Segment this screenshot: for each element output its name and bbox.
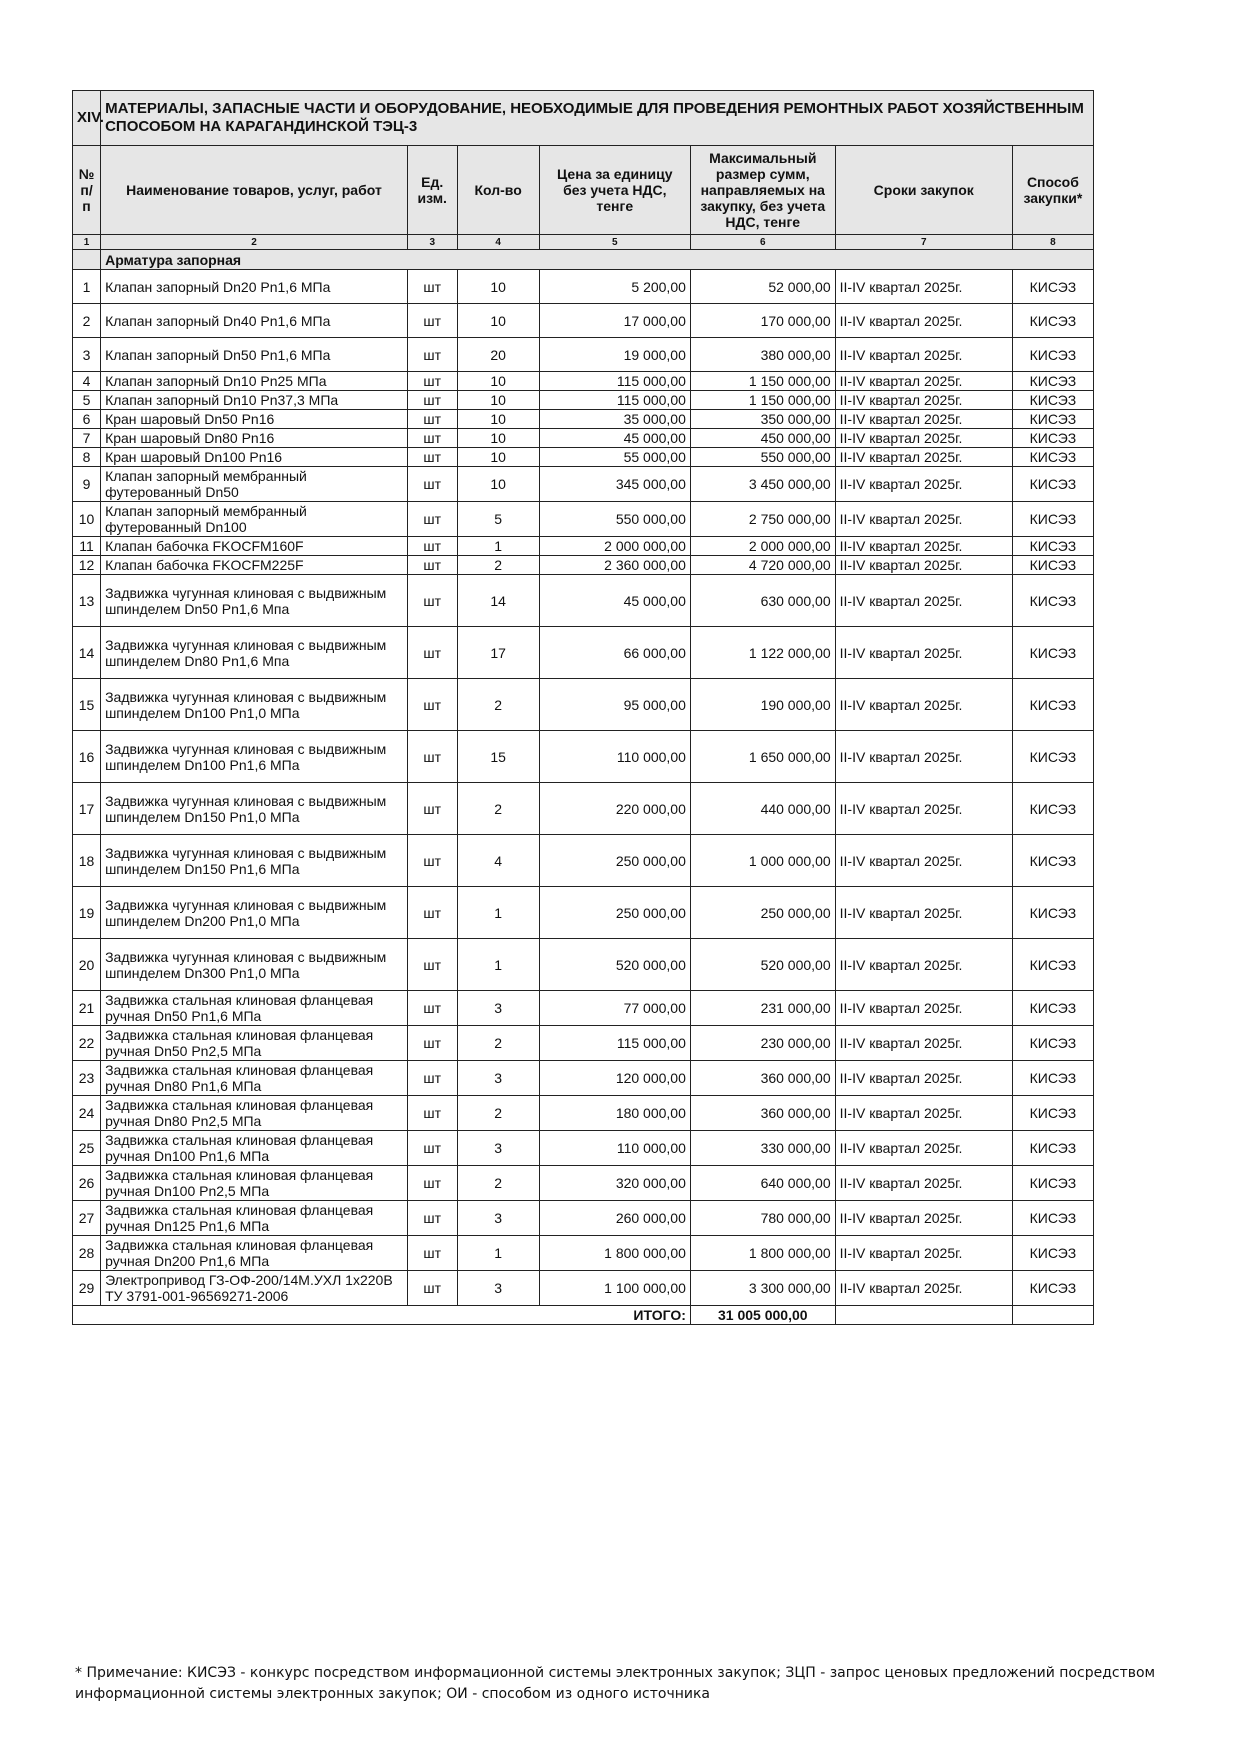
table-row — [73, 338, 1094, 372]
purchase-term: II-IV квартал 2025г. — [835, 556, 1012, 575]
purchase-method: КИСЭЗ — [1012, 391, 1093, 410]
max-amount: 520 000,00 — [690, 939, 835, 991]
item-name: Задвижка чугунная клиновая с выдвижным шпинделем Dn300 Рn1,0 МПа — [101, 939, 408, 991]
max-amount: 170 000,00 — [690, 304, 835, 338]
table-row — [73, 1131, 1094, 1166]
unit-price: 110 000,00 — [539, 731, 690, 783]
table-row — [73, 835, 1094, 887]
item-name: Задвижка стальная клиновая фланцевая ручная Dn200 Рn1,6 МПа — [101, 1236, 408, 1271]
purchase-term: II-IV квартал 2025г. — [835, 448, 1012, 467]
row-number: 8 — [73, 448, 101, 467]
quantity: 1 — [457, 887, 539, 939]
quantity: 3 — [457, 1061, 539, 1096]
table-row — [73, 391, 1094, 410]
row-number: 5 — [73, 391, 101, 410]
row-number: 16 — [73, 731, 101, 783]
purchase-method: КИСЭЗ — [1012, 991, 1093, 1026]
column-number: 4 — [457, 235, 539, 250]
table-row — [73, 502, 1094, 537]
purchase-term: II-IV квартал 2025г. — [835, 1236, 1012, 1271]
unit-price: 45 000,00 — [539, 575, 690, 627]
row-number: 27 — [73, 1201, 101, 1236]
purchase-method: КИСЭЗ — [1012, 731, 1093, 783]
unit-price: 115 000,00 — [539, 391, 690, 410]
unit: шт — [407, 556, 457, 575]
column-number: 2 — [101, 235, 408, 250]
unit-price: 95 000,00 — [539, 679, 690, 731]
purchase-method: КИСЭЗ — [1012, 1026, 1093, 1061]
table-row — [73, 731, 1094, 783]
unit: шт — [407, 1236, 457, 1271]
row-number: 15 — [73, 679, 101, 731]
max-amount: 640 000,00 — [690, 1166, 835, 1201]
quantity: 4 — [457, 835, 539, 887]
max-amount: 440 000,00 — [690, 783, 835, 835]
max-amount: 231 000,00 — [690, 991, 835, 1026]
unit-price: 55 000,00 — [539, 448, 690, 467]
max-amount: 380 000,00 — [690, 338, 835, 372]
quantity: 20 — [457, 338, 539, 372]
purchase-method: КИСЭЗ — [1012, 887, 1093, 939]
table-row — [73, 887, 1094, 939]
table-row — [73, 556, 1094, 575]
max-amount: 1 122 000,00 — [690, 627, 835, 679]
purchase-term: II-IV квартал 2025г. — [835, 887, 1012, 939]
item-name: Задвижка стальная клиновая фланцевая ручная Dn100 Рn2,5 МПа — [101, 1166, 408, 1201]
purchase-term: II-IV квартал 2025г. — [835, 502, 1012, 537]
column-number: 7 — [835, 235, 1012, 250]
row-number: 3 — [73, 338, 101, 372]
purchase-term: II-IV квартал 2025г. — [835, 372, 1012, 391]
column-number-row — [73, 235, 1094, 250]
purchase-method: КИСЭЗ — [1012, 679, 1093, 731]
purchase-method: КИСЭЗ — [1012, 1236, 1093, 1271]
unit-price: 550 000,00 — [539, 502, 690, 537]
unit: шт — [407, 679, 457, 731]
header-method: Способ закупки* — [1012, 146, 1093, 235]
quantity: 3 — [457, 1131, 539, 1166]
purchase-method: КИСЭЗ — [1012, 1096, 1093, 1131]
purchase-term: II-IV квартал 2025г. — [835, 391, 1012, 410]
item-name: Задвижка чугунная клиновая с выдвижным шпинделем Dn150 Рn1,6 МПа — [101, 835, 408, 887]
unit-price: 66 000,00 — [539, 627, 690, 679]
table-row — [73, 1166, 1094, 1201]
unit: шт — [407, 391, 457, 410]
quantity: 2 — [457, 1166, 539, 1201]
quantity: 10 — [457, 448, 539, 467]
purchase-term: II-IV квартал 2025г. — [835, 835, 1012, 887]
purchase-term: II-IV квартал 2025г. — [835, 783, 1012, 835]
purchase-method: КИСЭЗ — [1012, 575, 1093, 627]
unit-price: 1 100 000,00 — [539, 1271, 690, 1306]
unit: шт — [407, 575, 457, 627]
table-row — [73, 939, 1094, 991]
purchase-method: КИСЭЗ — [1012, 338, 1093, 372]
group-spacer — [73, 250, 101, 270]
purchase-term: II-IV квартал 2025г. — [835, 270, 1012, 304]
purchase-method: КИСЭЗ — [1012, 1201, 1093, 1236]
total-value: 31 005 000,00 — [690, 1306, 835, 1325]
item-name: Задвижка стальная клиновая фланцевая ручная Dn100 Рn1,6 МПа — [101, 1131, 408, 1166]
purchase-term: II-IV квартал 2025г. — [835, 1026, 1012, 1061]
purchase-method: КИСЭЗ — [1012, 783, 1093, 835]
table-row — [73, 429, 1094, 448]
item-name: Задвижка чугунная клиновая с выдвижным шпинделем Dn100 Рn1,6 МПа — [101, 731, 408, 783]
table-row — [73, 1061, 1094, 1096]
quantity: 2 — [457, 1096, 539, 1131]
column-number: 5 — [539, 235, 690, 250]
purchase-term: II-IV квартал 2025г. — [835, 467, 1012, 502]
row-number: 7 — [73, 429, 101, 448]
item-name: Клапан запорный мембранный футерованный Dn50 — [101, 467, 408, 502]
unit: шт — [407, 1201, 457, 1236]
purchase-method: КИСЭЗ — [1012, 1271, 1093, 1306]
table-row — [73, 270, 1094, 304]
header-unit: Ед. изм. — [407, 146, 457, 235]
item-name: Клапан запорный Dn20 Рn1,6 МПа — [101, 270, 408, 304]
item-name: Задвижка стальная клиновая фланцевая ручная Dn80 Рn1,6 МПа — [101, 1061, 408, 1096]
section-number: XIV. — [73, 91, 101, 146]
table-row — [73, 537, 1094, 556]
unit: шт — [407, 372, 457, 391]
row-number: 24 — [73, 1096, 101, 1131]
purchase-term: II-IV квартал 2025г. — [835, 575, 1012, 627]
unit-price: 19 000,00 — [539, 338, 690, 372]
item-name: Клапан запорный Dn10 Рn37,3 МПа — [101, 391, 408, 410]
footnote: * Примечание: КИСЭЗ - конкурс посредством информационной системы электронных закупок; ЗЦП - запрос ценовых предложений посредством информационной системы электронных закупок; ОИ - способом из одного источника — [75, 1665, 1156, 1702]
purchase-method: КИСЭЗ — [1012, 537, 1093, 556]
row-number: 17 — [73, 783, 101, 835]
unit-price: 250 000,00 — [539, 887, 690, 939]
total-label: ИТОГО: — [73, 1306, 691, 1325]
purchase-method: КИСЭЗ — [1012, 835, 1093, 887]
purchase-term: II-IV квартал 2025г. — [835, 1201, 1012, 1236]
max-amount: 1 150 000,00 — [690, 391, 835, 410]
unit: шт — [407, 783, 457, 835]
unit-price: 5 200,00 — [539, 270, 690, 304]
table-row — [73, 783, 1094, 835]
max-amount: 1 800 000,00 — [690, 1236, 835, 1271]
quantity: 17 — [457, 627, 539, 679]
table-row — [73, 679, 1094, 731]
row-number: 13 — [73, 575, 101, 627]
purchase-term: II-IV квартал 2025г. — [835, 410, 1012, 429]
item-name: Кран шаровый Dn80 Рn16 — [101, 429, 408, 448]
purchase-term: II-IV квартал 2025г. — [835, 537, 1012, 556]
max-amount: 250 000,00 — [690, 887, 835, 939]
header-term: Сроки закупок — [835, 146, 1012, 235]
purchase-term: II-IV квартал 2025г. — [835, 1131, 1012, 1166]
table-row — [73, 410, 1094, 429]
header-price: Цена за единицу без учета НДС, тенге — [539, 146, 690, 235]
unit: шт — [407, 467, 457, 502]
unit: шт — [407, 1061, 457, 1096]
purchase-term: II-IV квартал 2025г. — [835, 1061, 1012, 1096]
unit-price: 120 000,00 — [539, 1061, 690, 1096]
table-row — [73, 991, 1094, 1026]
quantity: 2 — [457, 783, 539, 835]
column-number: 8 — [1012, 235, 1093, 250]
purchase-term: II-IV квартал 2025г. — [835, 1096, 1012, 1131]
unit-price: 115 000,00 — [539, 1026, 690, 1061]
item-name: Клапан запорный Dn10 Рn25 МПа — [101, 372, 408, 391]
max-amount: 230 000,00 — [690, 1026, 835, 1061]
item-name: Клапан запорный Dn40 Рn1,6 МПа — [101, 304, 408, 338]
table-row — [73, 372, 1094, 391]
group-row — [73, 250, 1094, 270]
quantity: 10 — [457, 270, 539, 304]
item-name: Клапан запорный Dn50 Рn1,6 МПа — [101, 338, 408, 372]
section-title-row — [73, 91, 1094, 146]
max-amount: 1 000 000,00 — [690, 835, 835, 887]
row-number: 2 — [73, 304, 101, 338]
quantity: 3 — [457, 1201, 539, 1236]
table-row — [73, 448, 1094, 467]
purchase-term: II-IV квартал 2025г. — [835, 731, 1012, 783]
purchase-method: КИСЭЗ — [1012, 1061, 1093, 1096]
row-number: 28 — [73, 1236, 101, 1271]
table-row — [73, 1096, 1094, 1131]
unit-price: 345 000,00 — [539, 467, 690, 502]
table-row — [73, 575, 1094, 627]
purchase-method: КИСЭЗ — [1012, 939, 1093, 991]
purchase-method: КИСЭЗ — [1012, 270, 1093, 304]
unit: шт — [407, 1166, 457, 1201]
max-amount: 3 450 000,00 — [690, 467, 835, 502]
item-name: Кран шаровый Dn100 Рn16 — [101, 448, 408, 467]
purchase-term: II-IV квартал 2025г. — [835, 939, 1012, 991]
row-number: 25 — [73, 1131, 101, 1166]
total-empty — [835, 1306, 1012, 1325]
unit-price: 320 000,00 — [539, 1166, 690, 1201]
row-number: 22 — [73, 1026, 101, 1061]
unit-price: 220 000,00 — [539, 783, 690, 835]
item-name: Задвижка чугунная клиновая с выдвижным шпинделем Dn200 Рn1,0 МПа — [101, 887, 408, 939]
quantity: 3 — [457, 1271, 539, 1306]
row-number: 4 — [73, 372, 101, 391]
unit-price: 17 000,00 — [539, 304, 690, 338]
row-number: 21 — [73, 991, 101, 1026]
max-amount: 190 000,00 — [690, 679, 835, 731]
quantity: 10 — [457, 467, 539, 502]
row-number: 10 — [73, 502, 101, 537]
table-row — [73, 467, 1094, 502]
row-number: 14 — [73, 627, 101, 679]
purchase-term: II-IV квартал 2025г. — [835, 627, 1012, 679]
max-amount: 630 000,00 — [690, 575, 835, 627]
row-number: 29 — [73, 1271, 101, 1306]
max-amount: 1 650 000,00 — [690, 731, 835, 783]
max-amount: 350 000,00 — [690, 410, 835, 429]
quantity: 2 — [457, 556, 539, 575]
table-row — [73, 627, 1094, 679]
unit-price: 1 800 000,00 — [539, 1236, 690, 1271]
unit: шт — [407, 835, 457, 887]
item-name: Задвижка чугунная клиновая с выдвижным шпинделем Dn100 Рn1,0 МПа — [101, 679, 408, 731]
purchase-method: КИСЭЗ — [1012, 1131, 1093, 1166]
quantity: 10 — [457, 391, 539, 410]
table-body — [73, 250, 1094, 1306]
item-name: Задвижка чугунная клиновая с выдвижным шпинделем Dn80 Рn1,6 Мпа — [101, 627, 408, 679]
unit: шт — [407, 627, 457, 679]
row-number: 18 — [73, 835, 101, 887]
max-amount: 450 000,00 — [690, 429, 835, 448]
max-amount: 2 000 000,00 — [690, 537, 835, 556]
table-row — [73, 304, 1094, 338]
purchase-term: II-IV квартал 2025г. — [835, 1271, 1012, 1306]
unit-price: 115 000,00 — [539, 372, 690, 391]
table-row — [73, 1026, 1094, 1061]
table-row — [73, 1201, 1094, 1236]
purchase-term: II-IV квартал 2025г. — [835, 1166, 1012, 1201]
item-name: Клапан запорный мембранный футерованный Dn100 — [101, 502, 408, 537]
unit-price: 2 360 000,00 — [539, 556, 690, 575]
max-amount: 360 000,00 — [690, 1061, 835, 1096]
item-name: Электропривод ГЗ-ОФ-200/14М.УХЛ 1х220В ТУ 3791-001-96569271-2006 — [101, 1271, 408, 1306]
row-number: 23 — [73, 1061, 101, 1096]
unit: шт — [407, 448, 457, 467]
purchase-method: КИСЭЗ — [1012, 1166, 1093, 1201]
total-row — [73, 1306, 1094, 1325]
quantity: 1 — [457, 939, 539, 991]
unit: шт — [407, 731, 457, 783]
unit: шт — [407, 1131, 457, 1166]
item-name: Задвижка чугунная клиновая с выдвижным шпинделем Dn50 Рn1,6 Мпа — [101, 575, 408, 627]
quantity: 5 — [457, 502, 539, 537]
unit-price: 180 000,00 — [539, 1096, 690, 1131]
quantity: 10 — [457, 429, 539, 448]
header-row — [73, 146, 1094, 235]
unit: шт — [407, 1026, 457, 1061]
unit: шт — [407, 270, 457, 304]
table-row — [73, 1236, 1094, 1271]
item-name: Задвижка стальная клиновая фланцевая ручная Dn125 Рn1,6 МПа — [101, 1201, 408, 1236]
unit-price: 77 000,00 — [539, 991, 690, 1026]
item-name: Задвижка стальная клиновая фланцевая ручная Dn80 Рn2,5 МПа — [101, 1096, 408, 1131]
unit: шт — [407, 338, 457, 372]
header-num: № п/п — [73, 146, 101, 235]
purchase-term: II-IV квартал 2025г. — [835, 429, 1012, 448]
header-name: Наименование товаров, услуг, работ — [101, 146, 408, 235]
group-label: Арматура запорная — [101, 250, 1094, 270]
unit-price: 35 000,00 — [539, 410, 690, 429]
row-number: 20 — [73, 939, 101, 991]
max-amount: 3 300 000,00 — [690, 1271, 835, 1306]
unit: шт — [407, 304, 457, 338]
item-name: Кран шаровый Dn50 Рn16 — [101, 410, 408, 429]
item-name: Задвижка чугунная клиновая с выдвижным шпинделем Dn150 Рn1,0 МПа — [101, 783, 408, 835]
unit: шт — [407, 502, 457, 537]
row-number: 6 — [73, 410, 101, 429]
item-name: Клапан бабочка FKOCFM225F — [101, 556, 408, 575]
max-amount: 1 150 000,00 — [690, 372, 835, 391]
column-number: 3 — [407, 235, 457, 250]
purchase-method: КИСЭЗ — [1012, 556, 1093, 575]
row-number: 12 — [73, 556, 101, 575]
row-number: 19 — [73, 887, 101, 939]
column-number: 1 — [73, 235, 101, 250]
purchase-method: КИСЭЗ — [1012, 372, 1093, 391]
quantity: 10 — [457, 304, 539, 338]
max-amount: 52 000,00 — [690, 270, 835, 304]
unit: шт — [407, 887, 457, 939]
table-row — [73, 1271, 1094, 1306]
max-amount: 360 000,00 — [690, 1096, 835, 1131]
max-amount: 550 000,00 — [690, 448, 835, 467]
quantity: 1 — [457, 1236, 539, 1271]
purchase-method: КИСЭЗ — [1012, 627, 1093, 679]
purchase-method: КИСЭЗ — [1012, 502, 1093, 537]
unit: шт — [407, 991, 457, 1026]
procurement-table — [72, 90, 1094, 1325]
row-number: 11 — [73, 537, 101, 556]
max-amount: 4 720 000,00 — [690, 556, 835, 575]
unit: шт — [407, 1271, 457, 1306]
quantity: 10 — [457, 410, 539, 429]
quantity: 3 — [457, 991, 539, 1026]
purchase-term: II-IV квартал 2025г. — [835, 991, 1012, 1026]
header-qty: Кол-во — [457, 146, 539, 235]
quantity: 10 — [457, 372, 539, 391]
row-number: 9 — [73, 467, 101, 502]
quantity: 1 — [457, 537, 539, 556]
purchase-term: II-IV квартал 2025г. — [835, 304, 1012, 338]
item-name: Клапан бабочка FKOCFM160F — [101, 537, 408, 556]
quantity: 15 — [457, 731, 539, 783]
unit: шт — [407, 410, 457, 429]
quantity: 14 — [457, 575, 539, 627]
quantity: 2 — [457, 1026, 539, 1061]
row-number: 26 — [73, 1166, 101, 1201]
total-empty — [1012, 1306, 1093, 1325]
unit: шт — [407, 939, 457, 991]
purchase-method: КИСЭЗ — [1012, 467, 1093, 502]
max-amount: 2 750 000,00 — [690, 502, 835, 537]
max-amount: 780 000,00 — [690, 1201, 835, 1236]
unit: шт — [407, 537, 457, 556]
header-sum: Максимальный размер сумм, направляемых на закупку, без учета НДС, тенге — [690, 146, 835, 235]
unit-price: 110 000,00 — [539, 1131, 690, 1166]
purchase-method: КИСЭЗ — [1012, 429, 1093, 448]
unit-price: 250 000,00 — [539, 835, 690, 887]
unit-price: 520 000,00 — [539, 939, 690, 991]
purchase-method: КИСЭЗ — [1012, 410, 1093, 429]
unit: шт — [407, 429, 457, 448]
purchase-term: II-IV квартал 2025г. — [835, 338, 1012, 372]
max-amount: 330 000,00 — [690, 1131, 835, 1166]
unit-price: 260 000,00 — [539, 1201, 690, 1236]
unit-price: 45 000,00 — [539, 429, 690, 448]
section-title: МАТЕРИАЛЫ, ЗАПАСНЫЕ ЧАСТИ И ОБОРУДОВАНИЕ, НЕОБХОДИМЫЕ ДЛЯ ПРОВЕДЕНИЯ РЕМОНТНЫХ РАБОТ ХОЗЯЙСТВЕННЫМ СПОСОБОМ НА КАРАГАНДИНСКОЙ ТЭЦ-3 — [101, 91, 1094, 146]
quantity: 2 — [457, 679, 539, 731]
item-name: Задвижка стальная клиновая фланцевая ручная Dn50 Рn2,5 МПа — [101, 1026, 408, 1061]
column-number: 6 — [690, 235, 835, 250]
unit-price: 2 000 000,00 — [539, 537, 690, 556]
item-name: Задвижка стальная клиновая фланцевая ручная Dn50 Рn1,6 МПа — [101, 991, 408, 1026]
purchase-term: II-IV квартал 2025г. — [835, 679, 1012, 731]
row-number: 1 — [73, 270, 101, 304]
purchase-method: КИСЭЗ — [1012, 304, 1093, 338]
purchase-method: КИСЭЗ — [1012, 448, 1093, 467]
unit: шт — [407, 1096, 457, 1131]
